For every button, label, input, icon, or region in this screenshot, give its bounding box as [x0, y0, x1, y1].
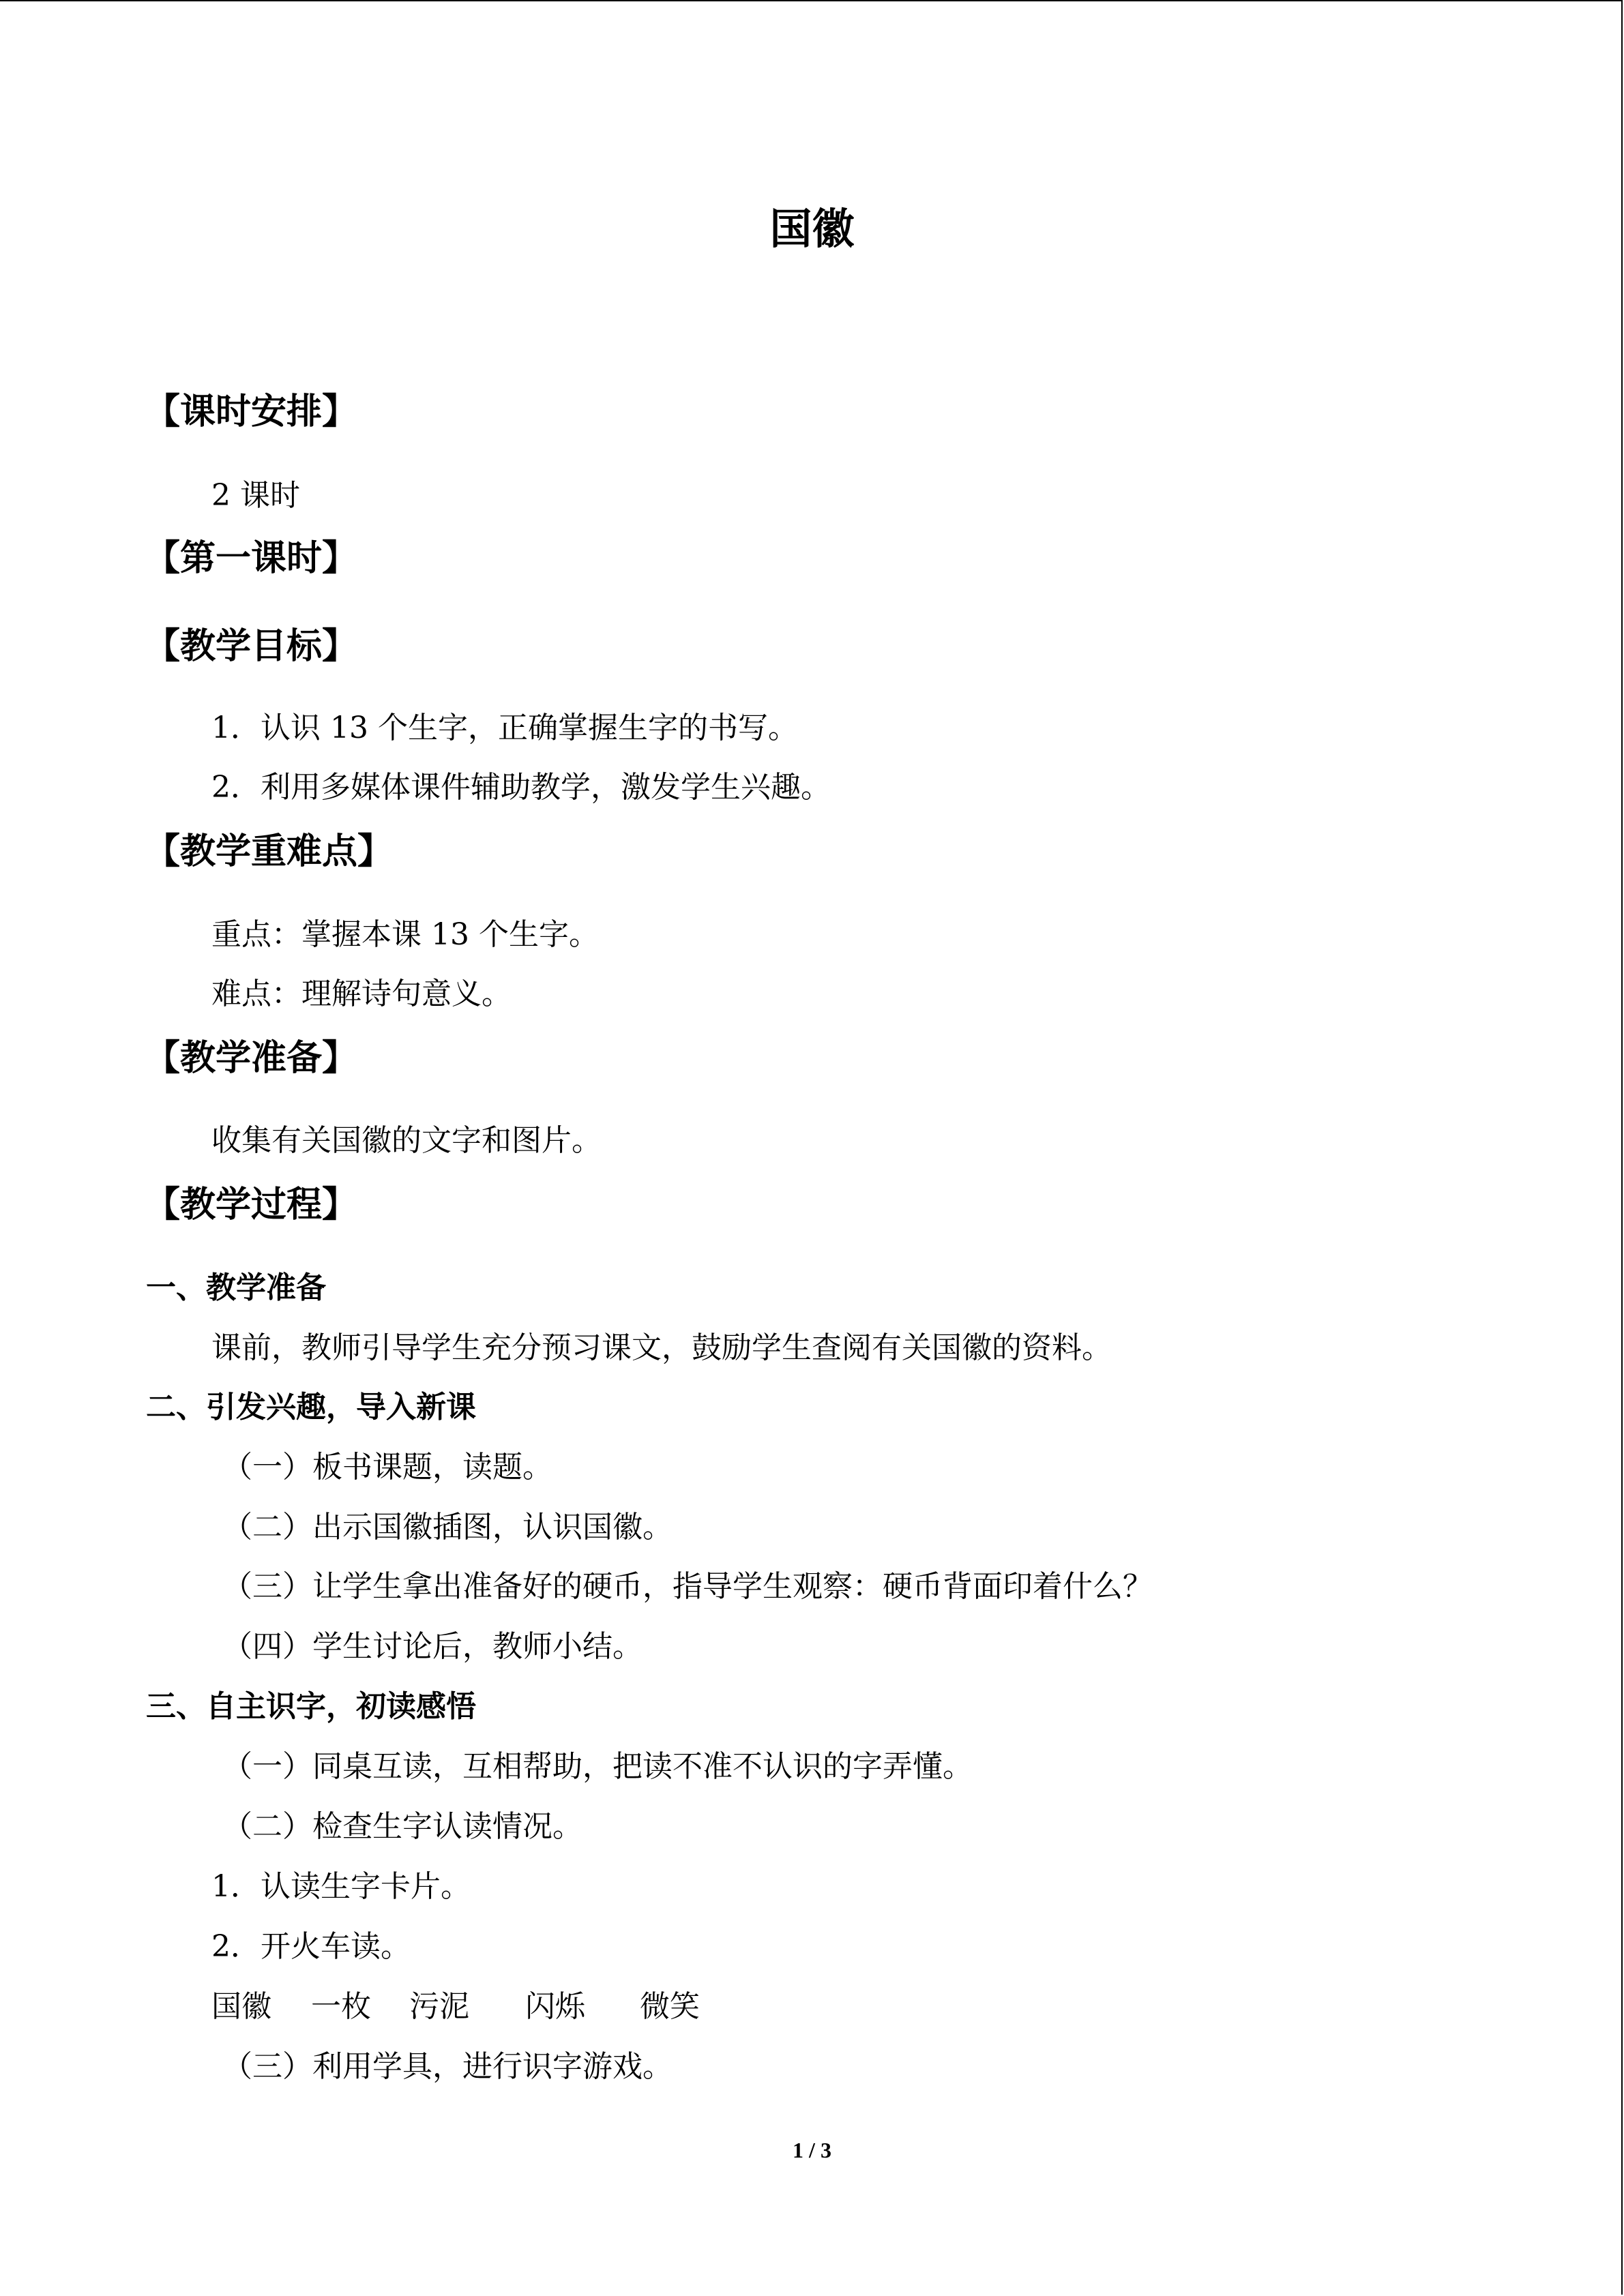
process-step-3-item-2: （二）检查生字认读情况。: [222, 1809, 582, 1844]
section-heading-key-points: 【教学重难点】: [145, 831, 394, 872]
process-step-2-title: 二、引发兴趣，导入新课: [146, 1390, 476, 1425]
process-step-3-item-1: （一）同桌互读，互相帮助，把读不准不认识的字弄懂。: [222, 1749, 973, 1784]
process-step-1-title: 一、教学准备: [146, 1270, 326, 1305]
section-heading-preparation: 【教学准备】: [145, 1038, 358, 1079]
vocab-word: 污泥: [409, 1989, 469, 2024]
process-step-1-text: 课前，教师引导学生充分预习课文，鼓励学生查阅有关国徽的资料。: [211, 1330, 1112, 1365]
vocab-word: 闪烁: [525, 1989, 585, 2024]
section-heading-schedule: 【课时安排】: [145, 391, 358, 432]
page-number: 1 / 3: [793, 2138, 831, 2162]
section-heading-goals: 【教学目标】: [145, 626, 358, 667]
process-step-2-item-2: （二）出示国徽插图，认识国徽。: [222, 1510, 673, 1545]
process-step-3-item-3: 1．认读生字卡片。: [211, 1869, 471, 1904]
process-step-3-item-5: （三）利用学具，进行识字游戏。: [222, 2049, 673, 2084]
process-step-3-title: 三、自主识字，初读感悟: [146, 1689, 476, 1724]
preparation-text: 收集有关国徽的文字和图片。: [211, 1123, 602, 1158]
vocab-word: 微笑: [640, 1989, 700, 2024]
document-title: 国徽: [769, 204, 855, 254]
process-step-2-item-1: （一）板书课题，读题。: [222, 1450, 552, 1485]
schedule-text: 2 课时: [211, 478, 300, 513]
vocab-word: 一枚: [311, 1989, 371, 2024]
process-step-2-item-3: （三）让学生拿出准备好的硬币，指导学生观察：硬币背面印着什么？: [222, 1569, 1153, 1604]
vocab-word: 国徽: [211, 1989, 271, 2024]
section-heading-first-lesson: 【第一课时】: [145, 538, 358, 579]
key-point-item-2: 难点：理解诗句意义。: [211, 976, 512, 1011]
key-point-item-1: 重点：掌握本课 13 个生字。: [211, 917, 599, 952]
goal-item-1: 1．认识 13 个生字，正确掌握生字的书写。: [211, 711, 798, 745]
section-heading-process: 【教学过程】: [145, 1184, 358, 1225]
process-step-2-item-4: （四）学生讨论后，教师小结。: [222, 1629, 643, 1664]
goal-item-2: 2．利用多媒体课件辅助教学，激发学生兴趣。: [211, 770, 831, 805]
process-step-3-item-4: 2．开火车读。: [211, 1929, 411, 1964]
